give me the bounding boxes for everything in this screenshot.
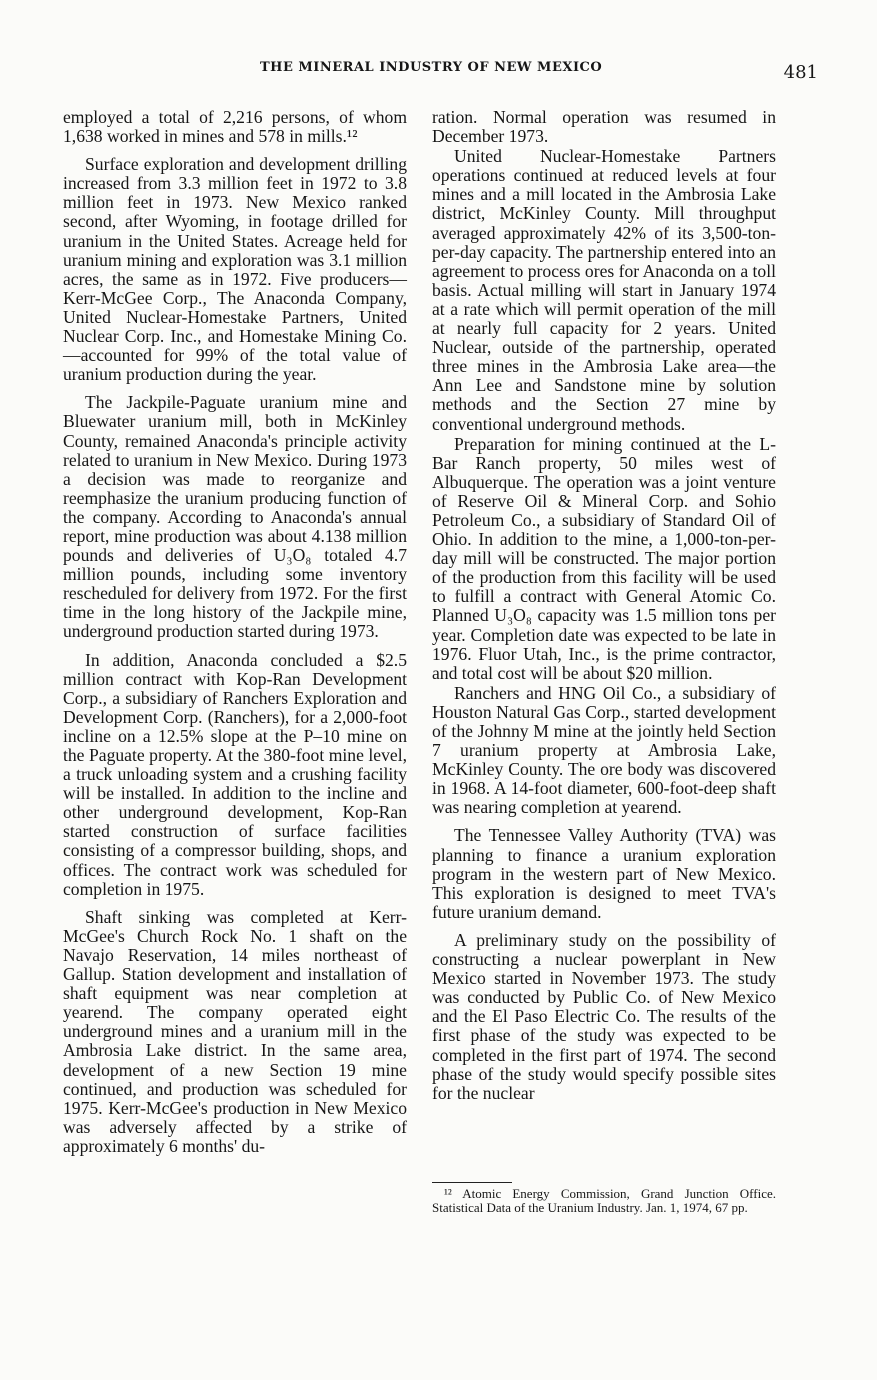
running-title: THE MINERAL INDUSTRY OF NEW MEXICO xyxy=(260,60,603,75)
page-header xyxy=(60,60,820,90)
footnote: ¹² Atomic Energy Commission, Grand Junction Office. Statistical Data of the Uranium Industry. Jan. 1, 1974, 67 pp. xyxy=(432,1186,776,1215)
paragraph-kop-ran: In addition, Anaconda concluded a $2.5 million contract with Kop-Ran Development Corp., a subsidiary of Ranchers Exploration and Development Corp. (Ranchers), for a 2,000-foot incline on a 12.5% slope at the P–10 mine on the Paguate property. At the 380-foot mine level, a truck unloading system and a crushing facility will be installed. In addition to the incline and other underground development, Kop-Ran started construction of surface facilities consisting of a compressor building, shops, and offices. The contract work was scheduled for completion in 1975. xyxy=(63,649,407,899)
paragraph-l-bar-ranch: Preparation for mining continued at the L-Bar Ranch property, 50 miles west of Albuquerque. The operation was a joint venture of Reserve Oil & Mineral Corp. and Sohio Petroleum Co., a subsidiary of Standard Oil of Ohio. In addition to the mine, a 1,000-ton-per-day mill will be constructed. The major portion of the production from this facility will be used to fulfill a contract with General Atomic Co. Planned U₃O₈ capacity was 1.5 million tons per year. Completion date was expected to be late in 1976. Fluor Utah, Inc., is the prime contractor, and total cost will be about $20 million. xyxy=(432,433,776,683)
footnote-divider xyxy=(432,1182,512,1183)
paragraph-employment: employed a total of 2,216 persons, of whom 1,638 worked in mines and 578 in mills.¹² xyxy=(63,107,407,147)
page-number: 481 xyxy=(783,62,818,83)
paragraph-continuation: ration. Normal operation was resumed in December 1973. xyxy=(432,107,776,147)
paragraph-united-nuclear: United Nuclear-Homestake Partners operations continued at reduced levels at four mines and a mill located in the Ambrosia Lake district, McKinley County. Mill throughput averaged approximately 42% of its 3,500-ton-per-day capacity. The partnership entered into an agreement to process ores for Anaconda on a toll basis. Actual milling will start in January 1974 at a rate which will permit operation of the mill at nearly full capacity for 2 years. United Nuclear, outside of the partnership, operated three mines in the Ambrosia Lake area—the Ann Lee and Sandstone mine by solution methods and the Section 27 mine by conventional underground methods. xyxy=(432,146,776,434)
left-column xyxy=(63,108,407,1165)
paragraph-jackpile: The Jackpile-Paguate uranium mine and Bluewater uranium mill, both in McKinley County, remained Anaconda's principle activity related to uranium in New Mexico. During 1973 a decision was made to reorganize and reemphasize the uranium producing function of the company. According to Anaconda's annual report, mine production was about 4.138 million pounds and deliveries of U₃O₈ totaled 4.7 million pounds, including some inventory rescheduled for delivery from 1972. For the first time in the long history of the Jackpile mine, underground production started during 1973. xyxy=(63,392,407,642)
paragraph-ranchers-hng: Ranchers and HNG Oil Co., a subsidiary of Houston Natural Gas Corp., started development of the Johnny M mine at the jointly held Section 7 uranium property at Ambrosia Lake, McKinley County. The ore body was discovered in 1968. A 14-foot diameter, 600-foot-deep shaft was nearing completion at yearend. xyxy=(432,682,776,818)
paragraph-kerr-mcgee: Shaft sinking was completed at Kerr-McGee's Church Rock No. 1 shaft on the Navajo Reservation, 14 miles northeast of Gallup. Station development and installation of shaft equipment was near completion at yearend. The company operated eight underground mines and a uranium mill in the Ambrosia Lake district. In the same area, development of a new Section 19 mine continued, and production was scheduled for 1975. Kerr-McGee's production in New Mexico was adversely affected by a strike of approximately 6 months' du- xyxy=(63,906,407,1156)
paragraph-nuclear-powerplant: A preliminary study on the possibility of constructing a nuclear powerplant in New Mexico started in November 1973. The study was conducted by Public Co. of New Mexico and the El Paso Electric Co. The results of the first phase of the study was expected to be completed in the first part of 1974. The second phase of the study would specify possible sites for the nuclear xyxy=(432,929,776,1103)
right-column xyxy=(432,108,776,1112)
paragraph-tva: The Tennessee Valley Authority (TVA) was planning to finance a uranium exploration program in the western part of New Mexico. This exploration is designed to meet TVA's future uranium demand. xyxy=(432,825,776,922)
paragraph-exploration: Surface exploration and development drilling increased from 3.3 million feet in 1972 to 3.8 million feet in 1973. New Mexico ranked second, after Wyoming, in footage drilled for uranium in the United States. Acreage held for uranium mining and exploration was 3.1 million acres, the same as in 1972. Five producers—Kerr-McGee Corp., The Anaconda Company, United Nuclear-Homestake Partners, United Nuclear Corp. Inc., and Homestake Mining Co.—accounted for 99% of the total value of uranium production during the year. xyxy=(63,154,407,385)
